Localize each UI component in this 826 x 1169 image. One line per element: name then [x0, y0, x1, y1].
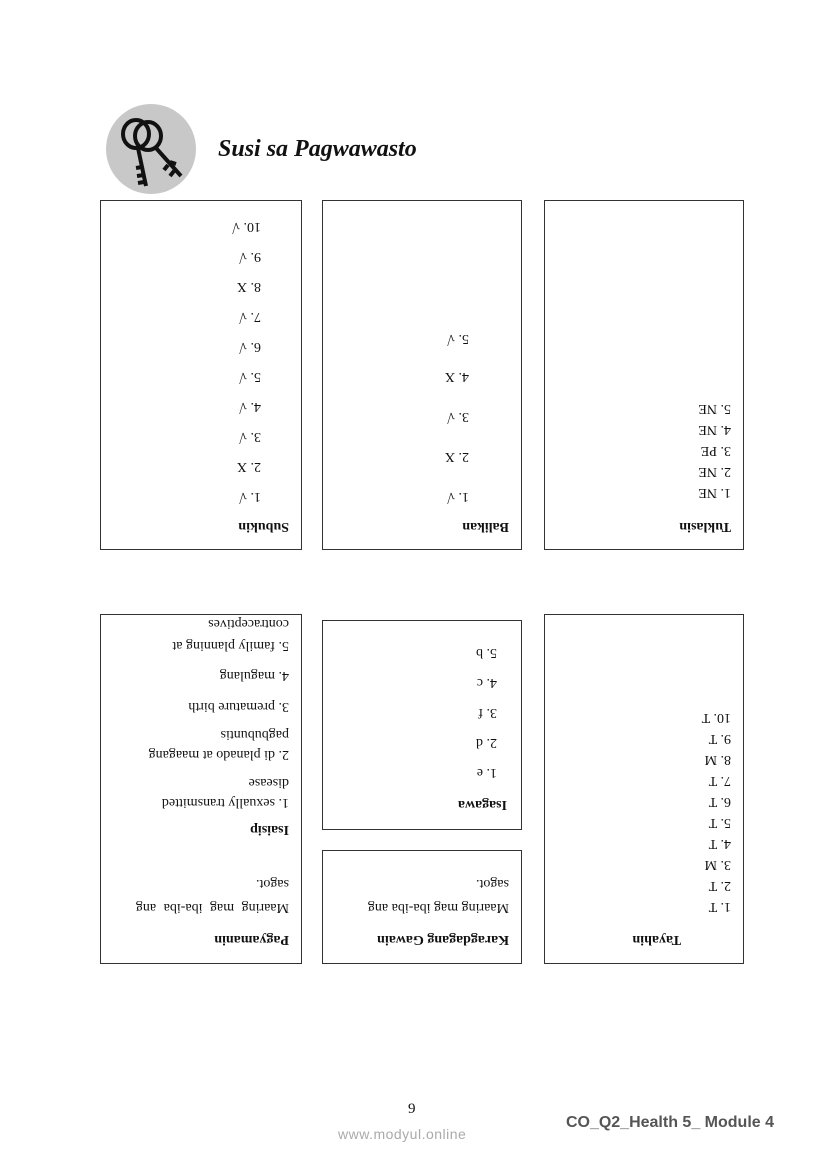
answer-item: 9. √: [239, 249, 261, 264]
answer-text: sagot.: [475, 876, 509, 891]
box-heading: Tuklasin: [679, 519, 731, 534]
answer-text: sagot.: [255, 876, 289, 891]
answer-item: 8. X: [236, 279, 261, 294]
balikan-box: [322, 200, 522, 550]
answer-item: 10. T: [701, 710, 731, 725]
answer-text: Maaring mag iba-iba ang: [135, 900, 289, 915]
answer-item: 1. e: [476, 765, 497, 780]
answer-item: contraceptives: [208, 616, 289, 631]
keys-icon: [106, 104, 196, 194]
answer-item: disease: [248, 775, 289, 790]
answer-item: 5. family planning at: [172, 638, 289, 653]
box-heading: Karagdagang Gawain: [377, 932, 509, 947]
answer-item: 2. X: [444, 449, 469, 464]
answer-item: 4. NE: [698, 422, 731, 437]
answer-item: 5. T: [708, 815, 731, 830]
answer-item: 4. X: [444, 369, 469, 384]
box-heading: Pagyamanin: [214, 932, 289, 947]
answer-item: 5. √: [447, 331, 469, 346]
answer-item: 1. √: [239, 489, 261, 504]
answer-item: 3. premature birth: [188, 699, 289, 714]
watermark: www.modyul.online: [338, 1126, 467, 1142]
answer-item: 1. √: [447, 489, 469, 504]
tayahin-box: [544, 614, 744, 964]
module-code: CO_Q2_Health 5_ Module 4: [565, 1114, 774, 1131]
answer-item: 5. √: [239, 369, 261, 384]
pagyamanin-box: [100, 614, 302, 964]
subukin-box: [100, 200, 302, 550]
answer-item: 1. NE: [698, 485, 731, 500]
answer-item: 1. sexually transmitted: [161, 795, 289, 810]
answer-item: 4. magulang: [219, 668, 289, 683]
answer-item: 2. T: [708, 878, 731, 893]
answer-item: 2. X: [236, 459, 261, 474]
answer-item: 5. b: [476, 645, 497, 660]
answer-item: 2. NE: [698, 464, 731, 479]
isagawa-box: [322, 620, 522, 830]
answer-item: 3. √: [447, 409, 469, 424]
answer-text: Maaring mag iba-iba ang: [367, 900, 509, 915]
answer-item: 7. √: [239, 309, 261, 324]
page-number: 9: [408, 1101, 416, 1117]
answer-item: 2. di planado at maagang: [148, 747, 289, 762]
box-heading: Subukin: [238, 519, 289, 534]
answer-item: 3. √: [239, 429, 261, 444]
answer-item: 9. T: [708, 731, 731, 746]
answer-item: 3. f: [478, 705, 497, 720]
page-title: Susi sa Pagwawasto: [218, 136, 417, 162]
karagdagang-gawain-box: [322, 850, 522, 964]
box-heading: Balikan: [462, 519, 509, 534]
isaisip-heading: Isaisip: [250, 822, 289, 837]
answer-item: 4. c: [476, 675, 497, 690]
answer-item: 6. √: [239, 339, 261, 354]
answer-item: pagbubuntis: [220, 727, 289, 742]
answer-item: 2. d: [476, 735, 497, 750]
tuklasin-box: [544, 200, 744, 550]
answer-item: 4. √: [239, 399, 261, 414]
answer-item: 5. NE: [698, 401, 731, 416]
answer-item: 10. √: [232, 219, 261, 234]
answer-item: 8. M: [704, 752, 731, 767]
answer-item: 1. T: [708, 899, 731, 914]
answer-item: 3. PE: [700, 443, 731, 458]
answer-item: 6. T: [708, 794, 731, 809]
answer-item: 7. T: [708, 773, 731, 788]
answer-item: 3. M: [704, 857, 731, 872]
box-heading: Tayahin: [632, 932, 681, 947]
answer-item: 4. T: [708, 836, 731, 851]
box-heading: Isagawa: [457, 797, 507, 812]
